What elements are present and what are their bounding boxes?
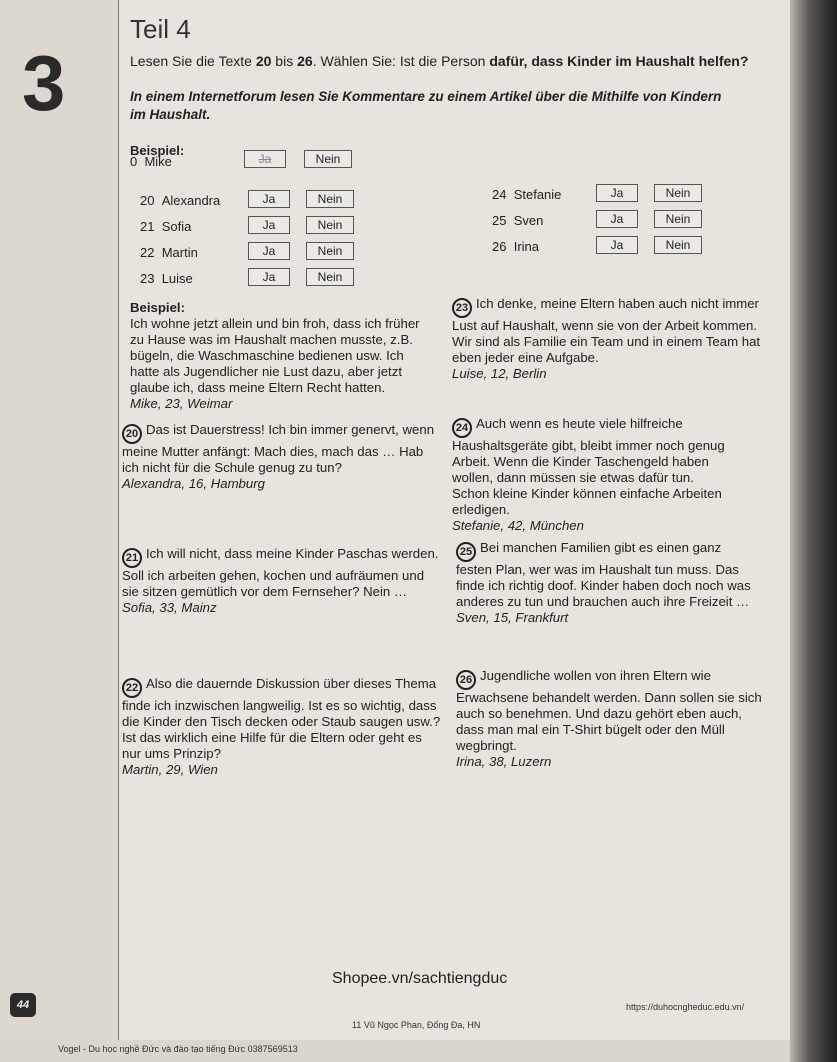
- example-comment: Beispiel: Ich wohne jetzt allein und bin froh, dass ich früher zu Hause was im Haushalt machen musste, z.B. bügeln, die Waschmaschine bedienen usw. Ich hatte als Jugendlicher nie Lust dazu, aber jetzt glaube ich, dass meine Eltern Recht hatten. Mike, 23, Weimar: [130, 300, 420, 411]
- page-number: 44: [10, 993, 36, 1017]
- ja-checkbox[interactable]: Ja: [248, 268, 290, 286]
- comment-21: 21 Ich will nicht, dass meine Kinder Paschas werden. Soll ich arbeiten gehen, kochen und aufräumen und sie sitzen gemütlich vor dem Fernseher? Nein … Sofia, 33, Mainz: [122, 546, 439, 615]
- left-margin-strip: [0, 0, 118, 1040]
- footer-url: https://duhocngheduc.edu.vn/: [626, 1002, 745, 1012]
- ja-checkbox[interactable]: Ja: [248, 242, 290, 260]
- comment-25: 25 Bei manchen Familien gibt es einen ganz festen Plan, wer was im Haushalt tun muss. Das finde ich richtig doof. Kinder haben doch noch was anderes zu tun und brauchen auch ihre Freizeit … Sven, 15, Frankfurt: [456, 540, 751, 625]
- ja-checkbox[interactable]: Ja: [248, 216, 290, 234]
- number-badge: 26: [456, 670, 476, 690]
- answer-row: 22 Martin Ja Nein: [140, 242, 360, 262]
- answer-row: 20 Alexandra Ja Nein: [140, 190, 360, 210]
- example-nein-box: Nein: [304, 150, 352, 168]
- footer-publisher: Vogel - Du học nghề Đức và đào tạo tiếng Đức 0387569513: [58, 1044, 298, 1054]
- task-instruction: Lesen Sie die Texte 20 bis 26. Wählen Sie: Ist die Person dafür, dass Kinder im Haushalt helfen?: [130, 53, 749, 69]
- answer-row: 21 Sofia Ja Nein: [140, 216, 360, 236]
- comment-22: 22 Also die dauernde Diskussion über dieses Thema finde ich inzwischen langweilig. Ist es so wichtig, dass die Kinder den Tisch decken oder Staub saugen usw.? Ist das wirklich eine Hilfe für die Eltern oder geht es nur ums Prinzip? Martin, 29, Wien: [122, 676, 441, 777]
- comment-20: 20 Das ist Dauerstress! Ich bin immer genervt, wenn meine Mutter anfängt: Mach dies, mach das … Hab ich nicht für die Schule genug zu tun? Alexandra, 16, Hamburg: [122, 422, 435, 491]
- number-badge: 25: [456, 542, 476, 562]
- number-badge: 24: [452, 418, 472, 438]
- number-badge: 23: [452, 298, 472, 318]
- answer-row: 24 Stefanie Ja Nein: [492, 184, 712, 204]
- ja-checkbox[interactable]: Ja: [596, 184, 638, 202]
- ja-checkbox[interactable]: Ja: [596, 236, 638, 254]
- margin-divider: [118, 0, 119, 1040]
- page-title: Teil 4: [130, 14, 191, 44]
- number-badge: 22: [122, 678, 142, 698]
- chapter-number: 3: [22, 39, 66, 127]
- comment-24: 24 Auch wenn es heute viele hilfreiche Haushaltsgeräte gibt, bleibt immer noch genug Arbeit. Wenn die Kinder Taschengeld haben wollen, dann müssen sie etwas dafür tun. Schon kleine Kinder können einfache Arbeiten erledigen. Stefanie, 42, München: [452, 416, 725, 533]
- answer-row: 25 Sven Ja Nein: [492, 210, 712, 230]
- example-label: Beispiel:: [130, 143, 185, 158]
- ja-checkbox[interactable]: Ja: [596, 210, 638, 228]
- example-ja-box: Ja: [244, 150, 286, 168]
- nein-checkbox[interactable]: Nein: [654, 236, 702, 254]
- answer-row: 23 Luise Ja Nein: [140, 268, 360, 288]
- nein-checkbox[interactable]: Nein: [306, 242, 354, 260]
- number-badge: 20: [122, 424, 142, 444]
- task-context: In einem Internetforum lesen Sie Kommentare zu einem Artikel über die Mithilfe von Kindern im Haushalt.: [130, 89, 722, 122]
- answer-row: 26 Irina Ja Nein: [492, 236, 712, 256]
- watermark-text: Shopee.vn/sachtiengduc: [332, 970, 508, 987]
- comment-23: 23 Ich denke, meine Eltern haben auch nicht immer Lust auf Haushalt, wenn sie von der Arbeit kommen. Wir sind als Familie ein Team und in einem Team hat eben jeder eine Aufgabe. Luise, 12, Berlin: [452, 296, 761, 381]
- number-badge: 21: [122, 548, 142, 568]
- nein-checkbox[interactable]: Nein: [306, 190, 354, 208]
- nein-checkbox[interactable]: Nein: [654, 210, 702, 228]
- ja-checkbox[interactable]: Ja: [248, 190, 290, 208]
- book-edge: [790, 0, 837, 1062]
- example-answer-row: 0 Mike Ja Nein: [130, 150, 370, 170]
- nein-checkbox[interactable]: Nein: [306, 268, 354, 286]
- footer-address: 11 Vũ Ngọc Phan, Đống Đa, HN: [352, 1020, 481, 1030]
- comment-26: 26 Jugendliche wollen von ihren Eltern wie Erwachsene behandelt werden. Dann sollen sie sich auch so benehmen. Und dazu gehört eben auch, dass man mal ein T-Shirt bügelt oder den Müll wegbringt. Irina, 38, Luzern: [456, 668, 762, 769]
- nein-checkbox[interactable]: Nein: [306, 216, 354, 234]
- nein-checkbox[interactable]: Nein: [654, 184, 702, 202]
